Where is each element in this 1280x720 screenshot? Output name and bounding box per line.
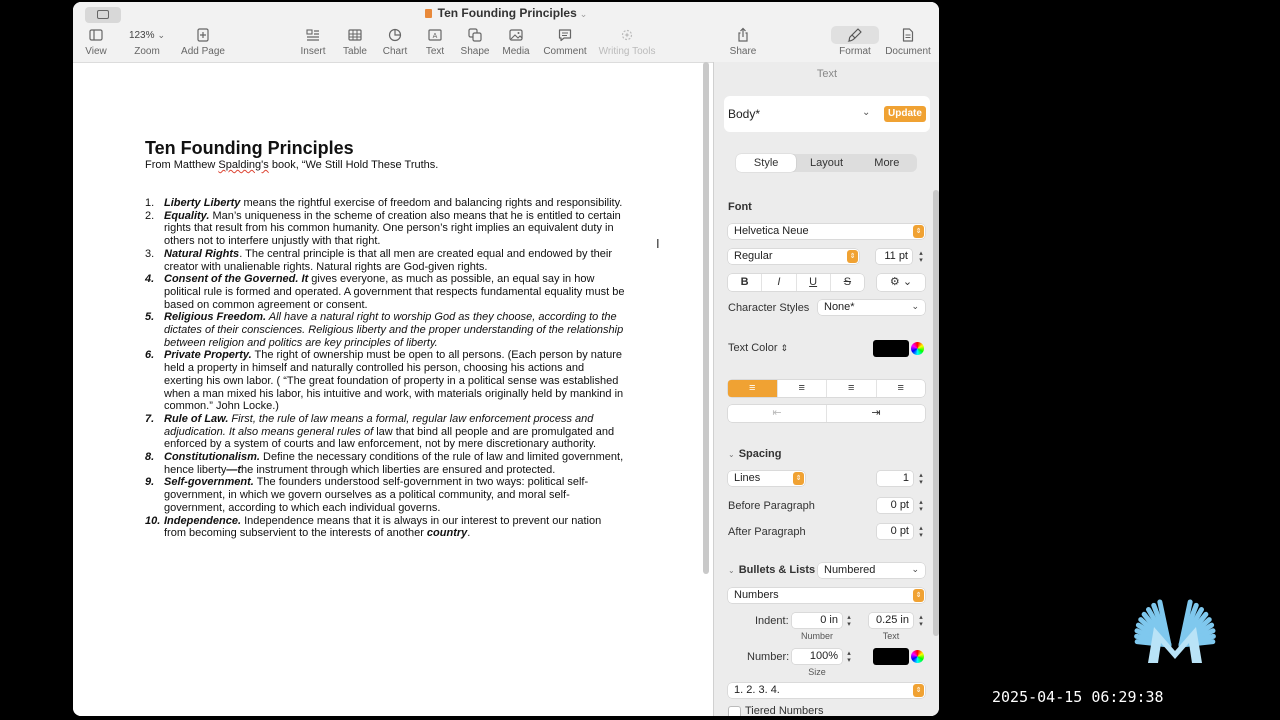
font-size-field[interactable]: 11 pt — [876, 249, 912, 264]
indent-label: Indent: — [755, 615, 789, 627]
align-left-button[interactable]: ≡ — [728, 380, 778, 397]
window-title[interactable]: Ten Founding Principles ⌄ — [73, 6, 939, 20]
list-number: 10. — [145, 514, 161, 527]
list-number: 6. — [145, 349, 155, 362]
toolbar-text-button[interactable]: A Text — [405, 26, 465, 58]
document-scrollbar[interactable] — [703, 62, 709, 574]
text-style-buttons — [728, 274, 864, 291]
list-item — [145, 197, 625, 210]
paragraph-style-selector[interactable] — [724, 96, 930, 132]
chevron-down-icon: ⌄ — [862, 107, 871, 118]
font-family-select[interactable]: Helvetica Neue ⇕ — [728, 224, 925, 239]
color-wheel-icon[interactable] — [911, 650, 924, 663]
updown-chevron-icon: ⇕ — [913, 684, 924, 697]
principle-heading: —t — [226, 463, 242, 476]
document-page[interactable] — [145, 137, 625, 540]
principle-text: Independence means that it is always in our interest to prevent our nation from becoming subservient to the interests of another — [164, 514, 602, 540]
updown-chevron-icon: ⇕ — [913, 225, 924, 238]
updown-chevron-icon: ⇕ — [913, 589, 924, 602]
list-item — [145, 311, 625, 349]
toolbar-format-button[interactable]: Format — [825, 26, 885, 58]
bullets-lists-section-header[interactable]: ⌄ Bullets & Lists — [728, 564, 816, 576]
share-icon — [713, 26, 773, 44]
toolbar-shape-button[interactable]: Shape — [445, 26, 505, 58]
toolbar-insert-button[interactable]: Insert — [283, 26, 343, 58]
number-size-field[interactable]: 100% — [792, 649, 842, 664]
tab-layout[interactable]: Layout — [809, 157, 843, 169]
list-item — [145, 515, 625, 540]
list-number: 5. — [145, 311, 155, 324]
principle-text: All have a natural right to worship God as they choose, according to the dictates of their consciences. Religious liberty and the proper understanding of the relationship between religion and politics are key principles of liberty. — [164, 311, 624, 349]
text-indent-stepper[interactable]: ▴ ▾ — [919, 614, 923, 628]
document-subtitle: From Matthew Spalding's book, “We Still Hold These Truths. — [145, 159, 439, 171]
document-title: Ten Founding Principles — [145, 138, 354, 158]
list-item — [145, 349, 625, 413]
list-number: 2. — [145, 209, 155, 222]
chevron-down-icon: ⌄ — [911, 301, 919, 311]
list-style-select[interactable]: Numbered ⌄ — [818, 563, 925, 578]
number-indent-caption: Number — [800, 631, 833, 641]
text-indent-field[interactable]: 0.25 in — [869, 613, 913, 628]
comment-icon — [535, 26, 595, 44]
list-number: 9. — [145, 476, 155, 489]
tiered-numbers-label: Tiered Numbers — [745, 705, 824, 716]
chevron-down-icon: ⌄ — [728, 450, 735, 459]
before-paragraph-stepper[interactable]: ▴ ▾ — [919, 499, 923, 513]
color-wheel-icon[interactable] — [911, 342, 924, 355]
italic-button[interactable]: I — [762, 274, 796, 291]
number-size-caption: Size — [808, 667, 826, 677]
principle-heading: country — [426, 527, 468, 540]
principle-heading: Private Property. — [164, 349, 252, 362]
pages-window — [73, 2, 939, 716]
principle-heading: Natural Rights — [164, 247, 240, 260]
updown-chevron-icon: ⇕ — [780, 343, 789, 353]
chevron-down-icon: ⌄ — [579, 9, 588, 19]
recording-timestamp: 2025-04-15 06:29:38 — [992, 688, 1164, 706]
principle-text: The founders understood self-government in two ways: political self-government, in which we govern ourselves as a political community, and moral self-government, according to which each individual governs. — [164, 476, 589, 514]
principle-text: means the rightful exercise of freedom and balancing rights and responsibility. — [240, 197, 623, 209]
after-paragraph-stepper[interactable]: ▴ ▾ — [919, 525, 923, 539]
toolbar-share-button[interactable]: Share — [713, 26, 773, 58]
document-icon — [878, 26, 938, 44]
before-paragraph-label: Before Paragraph — [728, 500, 815, 512]
list-item — [145, 273, 625, 311]
ibeam-cursor-icon: I — [656, 236, 660, 251]
principle-text: . — [467, 527, 471, 540]
character-styles-label: Character Styles — [728, 302, 810, 314]
tab-more[interactable]: More — [874, 157, 900, 169]
principle-text: Define the necessary conditions of the rule of law and limited government, hence liberty — [164, 451, 624, 476]
watermark-logo — [1110, 585, 1240, 675]
principles-list — [145, 197, 625, 540]
inspector-title: Text — [816, 68, 838, 80]
line-spacing-field[interactable]: 1 — [877, 471, 913, 486]
list-item — [145, 248, 625, 273]
tiered-numbers-checkbox[interactable] — [728, 706, 741, 716]
text-color-label[interactable]: Text Color ⇕ — [728, 342, 789, 354]
principle-text: Man’s uniqueness in the scheme of creation also means that he is entitled to certain rights that result from his common humanity. One person’s right implies an equivalent duty in others not to interfere unjustly with that right. — [164, 209, 621, 248]
toolbar — [73, 2, 939, 63]
chevron-down-icon: ⌄ — [157, 29, 166, 40]
toolbar-media-button[interactable]: Media — [486, 26, 546, 58]
character-styles-select[interactable]: None* ⌄ — [818, 300, 925, 315]
list-number: 4. — [145, 273, 155, 286]
bold-button[interactable]: B — [728, 274, 762, 291]
list-number: 1. — [145, 197, 155, 209]
after-paragraph-label: After Paragraph — [728, 526, 806, 538]
paragraph-style-name: Body* — [728, 107, 761, 121]
update-style-button[interactable]: Update — [884, 106, 926, 122]
line-spacing-mode-select[interactable]: Lines ⇕ — [728, 471, 805, 486]
principle-heading: Constitutionalism. — [164, 451, 260, 464]
increase-indent-button[interactable]: ⇥ — [871, 407, 881, 419]
list-item — [145, 451, 625, 476]
principle-heading: Self-government. — [164, 476, 254, 489]
font-style-select[interactable]: Regular ⇕ — [728, 249, 859, 264]
principle-heading: Equality. — [164, 209, 210, 222]
principle-heading: Rule of Law. — [164, 412, 229, 425]
list-item — [145, 210, 625, 248]
decrease-indent-button[interactable]: ⇤ — [728, 405, 827, 422]
pages-document-icon — [425, 9, 432, 18]
align-center-button[interactable]: ≡ — [778, 380, 828, 397]
align-right-button[interactable]: ≡ — [827, 380, 877, 397]
number-color-swatch[interactable] — [873, 648, 909, 665]
justify-button[interactable]: ≡ — [897, 382, 904, 394]
text-indent-caption: Text — [882, 631, 900, 641]
number-label: Number: — [747, 651, 790, 663]
svg-text:A: A — [432, 33, 438, 40]
inspector-tabs — [736, 154, 917, 172]
list-number: 7. — [145, 412, 155, 425]
toolbar-writing-tools-button[interactable]: Writing Tools — [597, 26, 657, 58]
font-section-label: Font — [728, 201, 752, 213]
principle-heading: Consent of the Governed. It — [164, 273, 312, 286]
principle-text: law that bind all people and are promulgated and enforced by a system of courts and law enforcement, not by mere discretionary authority. — [164, 425, 615, 451]
spacing-section-header[interactable]: ⌄ Spacing — [728, 448, 782, 460]
principle-heading: Independence. — [164, 514, 242, 527]
list-number: 8. — [145, 451, 155, 464]
principle-text: . The central principle is that all men are created equal and endowed by their creator with unalienable rights. Natural rights are God-given rights. — [164, 247, 612, 273]
writing-tools-icon — [597, 26, 657, 44]
add-page-icon — [173, 26, 233, 44]
list-item — [145, 413, 625, 451]
list-item — [145, 476, 625, 514]
document-canvas[interactable] — [73, 63, 705, 716]
indent-buttons — [728, 405, 925, 422]
number-format-select[interactable]: 1. 2. 3. 4. ⇕ — [728, 683, 925, 698]
updown-chevron-icon: ⇕ — [793, 472, 804, 485]
toolbar-chart-button[interactable]: Chart — [365, 26, 425, 58]
zoom-value: 123% — [128, 29, 155, 41]
updown-chevron-icon: ⇕ — [847, 250, 858, 263]
alignment-buttons — [728, 380, 925, 397]
chevron-down-icon: ⌄ — [911, 564, 919, 574]
paintbrush-icon — [831, 26, 879, 44]
format-inspector — [713, 62, 939, 716]
number-indent-field[interactable]: 0 in — [792, 613, 842, 628]
tab-style[interactable]: Style — [736, 154, 796, 172]
toolbar-add-page-button[interactable]: Add Page — [173, 26, 233, 58]
after-paragraph-field[interactable]: 0 pt — [877, 524, 913, 539]
number-size-stepper[interactable]: ▴ ▾ — [847, 650, 851, 664]
text-color-swatch[interactable] — [873, 340, 909, 357]
list-number: 3. — [145, 247, 155, 260]
gear-icon: ⚙ ⌄ — [889, 276, 913, 288]
line-spacing-stepper[interactable]: ▴ ▾ — [919, 472, 923, 486]
principle-text: gives everyone, as much as possible, an equal say in how political rule is formed and operated. A government that respects fundamental equality must be based on common agreement or consent. — [164, 273, 625, 311]
underline-button[interactable]: U — [797, 274, 831, 291]
list-type-select[interactable]: Numbers ⇕ — [728, 588, 925, 603]
toolbar-comment-button[interactable]: Comment — [535, 26, 595, 58]
number-indent-stepper[interactable]: ▴ ▾ — [847, 614, 851, 628]
principle-text: The right of ownership must be open to all persons. (Each person by nature held a property in himself and naturally controlled his person, choosing his actions and exerting his own labor. ( “The great foundation of property in a political sense was established when a man mixed his labor, his intuitive and work, with materials originally held by mankind in common.” John Locke.) — [164, 349, 624, 413]
advanced-options-button[interactable] — [877, 274, 925, 291]
strikethrough-button[interactable]: S — [843, 276, 852, 288]
principle-text: he instrument through which liberties are ensured and protected. — [241, 463, 556, 476]
font-size-stepper[interactable]: ▴ ▾ — [919, 250, 923, 264]
toolbar-table-button[interactable]: Table — [325, 26, 385, 58]
principle-heading: Religious Freedom. — [164, 311, 267, 324]
principle-text: First, the rule of law means a formal, regular law enforcement process and adjudication. It also means general rules of — [164, 412, 594, 438]
toolbar-zoom-dropdown[interactable]: 123% ⌄ Zoom — [128, 29, 166, 57]
before-paragraph-field[interactable]: 0 pt — [877, 498, 913, 513]
misspelled-word: Spalding's — [218, 159, 269, 171]
toolbar-view-button[interactable]: View — [73, 26, 126, 58]
principle-heading: Liberty Liberty — [164, 197, 241, 209]
toolbar-document-button[interactable]: Document — [878, 26, 938, 58]
inspector-scrollbar[interactable] — [933, 190, 939, 636]
chevron-down-icon: ⌄ — [728, 566, 735, 575]
